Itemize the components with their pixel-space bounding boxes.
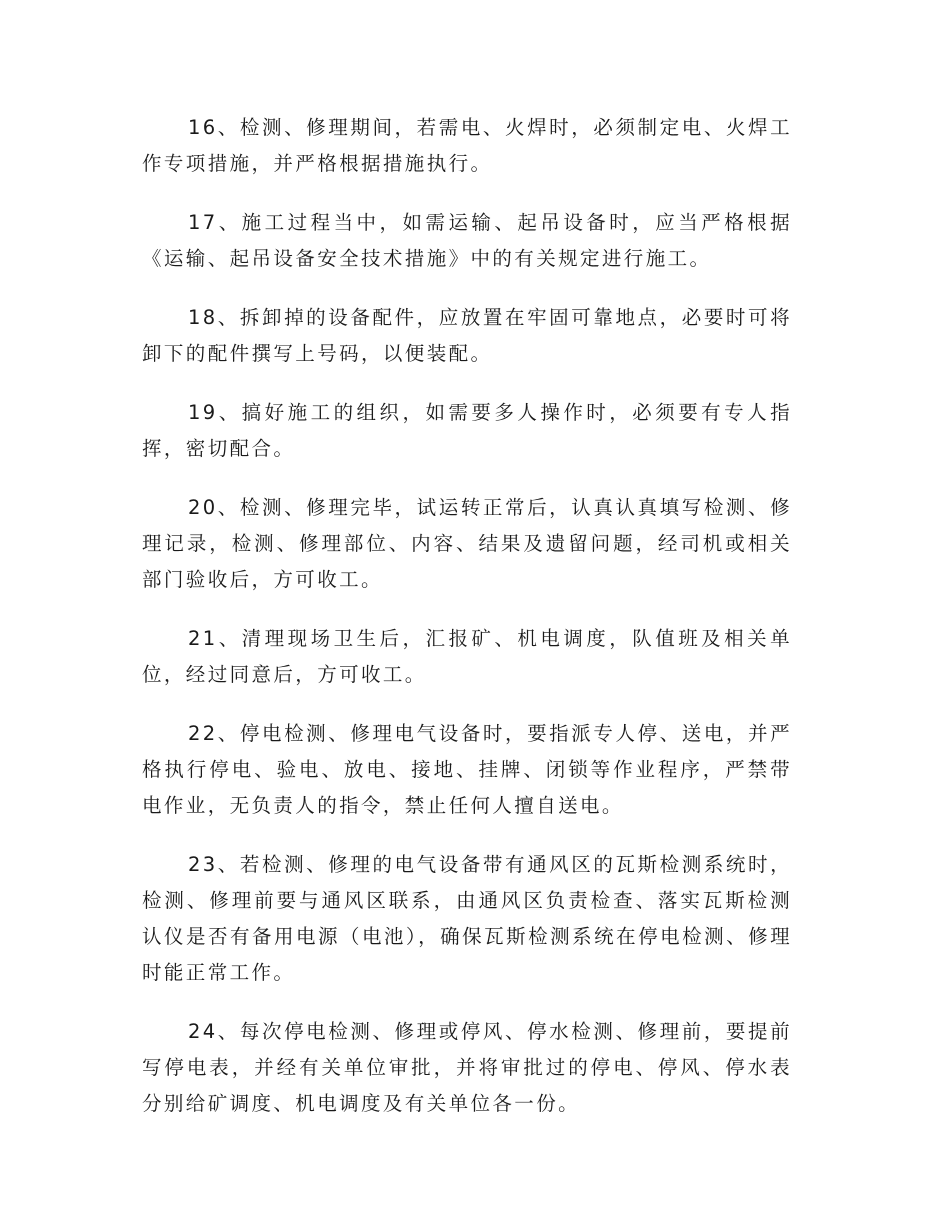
paragraph-21: 21、清理现场卫生后，汇报矿、机电调度，队值班及相关单位，经过同意后，方可收工。	[142, 627, 792, 686]
paragraph-23: 23、若检测、修理的电气设备带有通风区的瓦斯检测系统时，检测、修理前要与通风区联系，由通风区负责检查、落实瓦斯检测认仪是否有备用电源（电池），确保瓦斯检测系统在停电检测、修理时能正常工作。	[142, 853, 792, 984]
paragraph-16: 16、检测、修理期间，若需电、火焊时，必须制定电、火焊工作专项措施，并严格根据措施执行。	[142, 116, 792, 175]
paragraph-22: 22、停电检测、修理电气设备时，要指派专人停、送电，并严格执行停电、验电、放电、接地、挂牌、闭锁等作业程序，严禁带电作业，无负责人的指令，禁止任何人擅自送电。	[142, 722, 792, 817]
paragraph-18: 18、拆卸掉的设备配件，应放置在牢固可靠地点，必要时可将卸下的配件撰写上号码，以便装配。	[142, 306, 792, 365]
document-body	[142, 110, 792, 1145]
paragraph-19: 19、搞好施工的组织，如需要多人操作时，必须要有专人指挥，密切配合。	[142, 401, 792, 460]
paragraph-20: 20、检测、修理完毕，试运转正常后，认真认真填写检测、修理记录，检测、修理部位、内容、结果及遗留问题，经司机或相关部门验收后，方可收工。	[142, 496, 792, 591]
paragraph-17: 17、施工过程当中，如需运输、起吊设备时，应当严格根据《运输、起吊设备安全技术措施》中的有关规定进行施工。	[142, 211, 792, 270]
paragraph-24: 24、每次停电检测、修理或停风、停水检测、修理前，要提前写停电表，并经有关单位审批，并将审批过的停电、停风、停水表分别给矿调度、机电调度及有关单位各一份。	[142, 1020, 792, 1115]
